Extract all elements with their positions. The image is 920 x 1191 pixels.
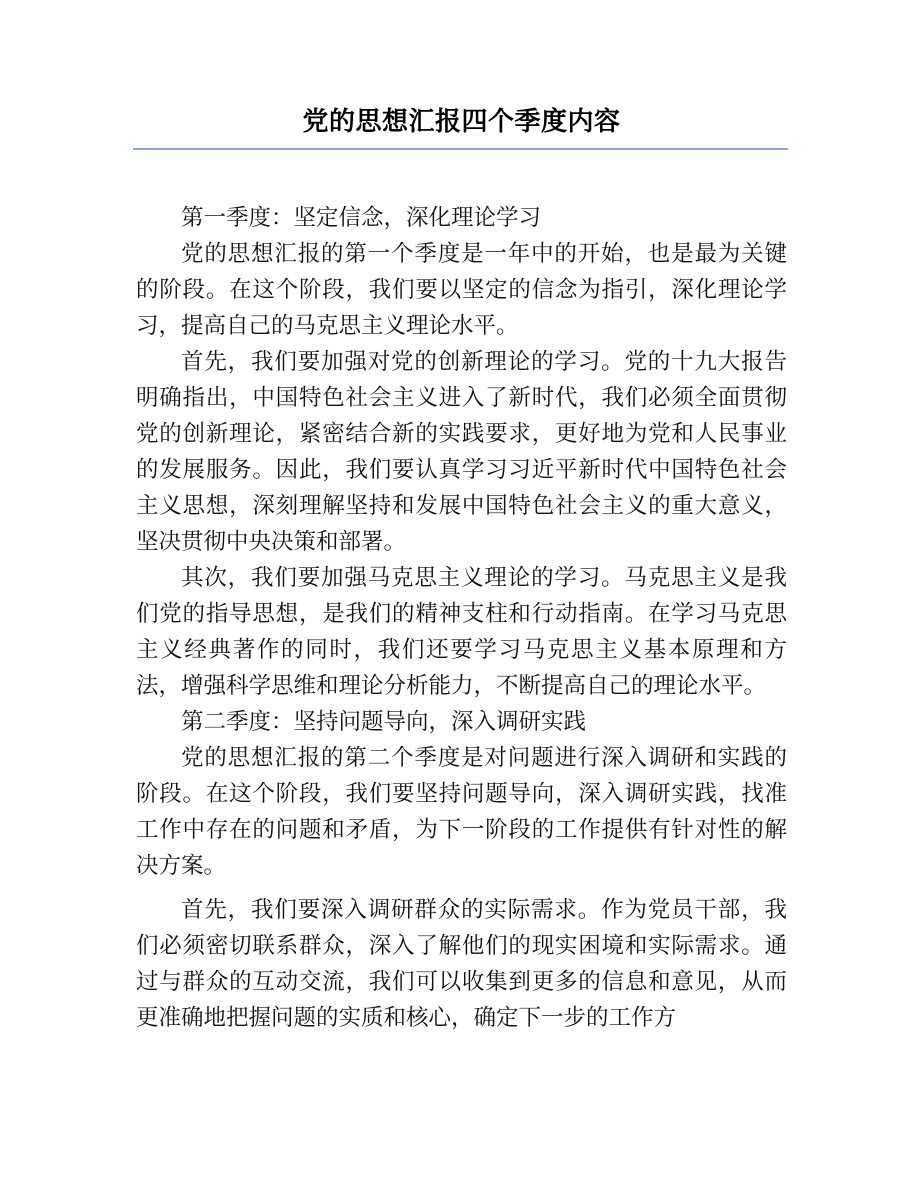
document-title: 党的思想汇报四个季度内容	[302, 107, 621, 137]
section-heading-q2: 第二季度：坚持问题导向，深入调研实践	[181, 709, 587, 735]
paragraph: 首先，我们要加强对党的创新理论的学习。党的十九大报告明确指出，中国特色社会主义进入了新时代，我们必须全面贯彻党的创新理论，紧密结合新的实践要求，更好地为党和人民事业的发展服务。因此，我们要认真学习习近平新时代中国特色社会主义思想，深刻理解坚持和发展中国特色社会主义的重大意义，坚决贯彻中央决策和部署。	[136, 349, 787, 555]
paragraph: 其次，我们要加强马克思主义理论的学习。马克思主义是我们党的指导思想，是我们的精神支柱和行动指南。在学习马克思主义经典著作的同时，我们还要学习马克思主义基本原理和方法，增强科学思维和理论分析能力，不断提高自己的理论水平。	[136, 565, 787, 699]
paragraph: 首先，我们要深入调研群众的实际需求。作为党员干部，我们必须密切联系群众，深入了解他们的现实困境和实际需求。通过与群众的互动交流，我们可以收集到更多的信息和意见，从而更准确地把握问题的实质和核心，确定下一步的工作方	[136, 897, 787, 1031]
title-divider	[133, 148, 788, 150]
paragraph: 党的思想汇报的第二个季度是对问题进行深入调研和实践的阶段。在这个阶段，我们要坚持问题导向，深入调研实践，找准工作中存在的问题和矛盾，为下一阶段的工作提供有针对性的解决方案。	[136, 745, 787, 879]
paragraph: 党的思想汇报的第一个季度是一年中的开始，也是最为关键的阶段。在这个阶段，我们要以坚定的信念为指引，深化理论学习，提高自己的马克思主义理论水平。	[136, 241, 787, 339]
section-heading-q1: 第一季度：坚定信念，深化理论学习	[181, 205, 542, 231]
document-body	[136, 200, 787, 1036]
